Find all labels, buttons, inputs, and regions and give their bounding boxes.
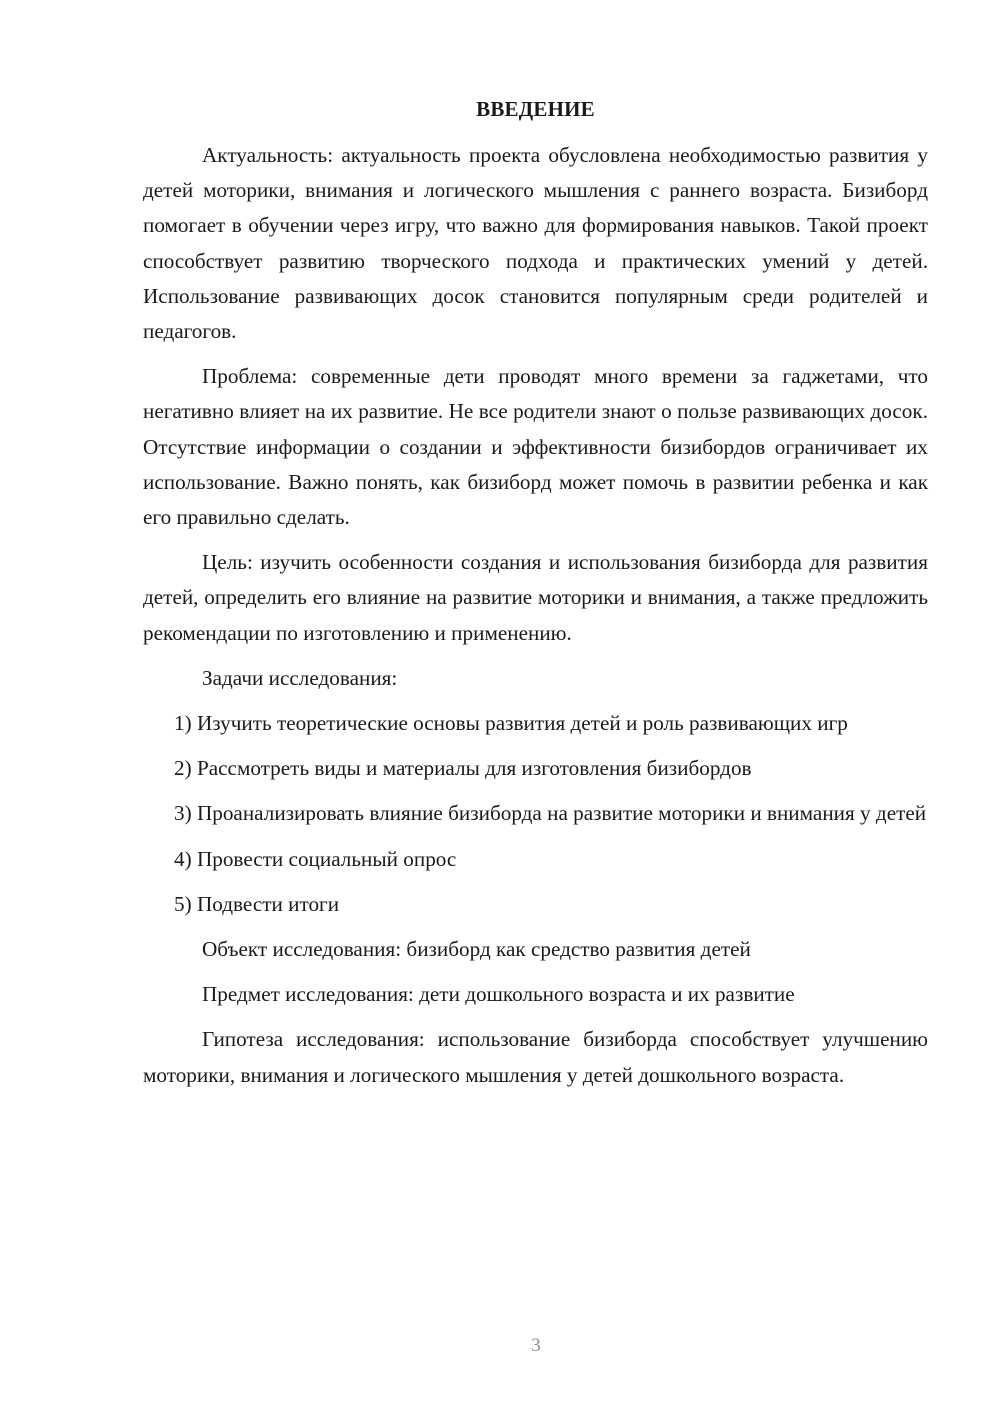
paragraph-problem: Проблема: современные дети проводят много времени за гаджетами, что негативно влияет на их развитие. Не все родители знают о пользе развивающих досок. Отсутствие информации о создании и эффективности бизибордов ограничивает их использование. Важно понять, как бизиборд может помочь в развитии ребенка и как его правильно сделать. (143, 364, 928, 530)
tasks-heading: Задачи исследования: (202, 665, 398, 690)
paragraph-subject: Предмет исследования: дети дошкольного возраста и их развитие (202, 982, 795, 1007)
page-title: ВВЕДЕНИЕ (476, 97, 595, 121)
task-item: 5) Подвести итоги (174, 891, 340, 916)
paragraph-relevance: Актуальность: актуальность проекта обусловлена необходимостью развития у детей моторики, внимания и логического мышления с раннего возраста. Бизиборд помогает в обучении через игру, что важно для формирования навыков. Такой проект способствует развитию творческого подхода и практических умений у детей. Использование развивающих досок становится популярным среди родителей и педагогов. (143, 143, 928, 344)
paragraph-goal: Цель: изучить особенности создания и использования бизиборда для развития детей, определить его влияние на развитие моторики и внимания, а также предложить рекомендации по изготовлению и применению. (143, 550, 928, 645)
paragraph-hypothesis: Гипотеза исследования: использование бизиборда способствует улучшению моторики, внимания и логического мышления у детей дошкольного возраста. (143, 1027, 928, 1087)
task-item: 4) Провести социальный опрос (174, 846, 457, 871)
paragraph-object: Объект исследования: бизиборд как средство развития детей (202, 937, 751, 962)
page-content (143, 92, 928, 1103)
page-number: 3 (531, 1335, 541, 1356)
task-item: 3) Проанализировать влияние бизиборда на развитие моторики и внимания у детей (174, 801, 927, 826)
task-item: 2) Рассмотреть виды и материалы для изготовления бизибордов (174, 756, 752, 781)
task-item: 1) Изучить теоретические основы развития детей и роль развивающих игр (174, 711, 848, 736)
